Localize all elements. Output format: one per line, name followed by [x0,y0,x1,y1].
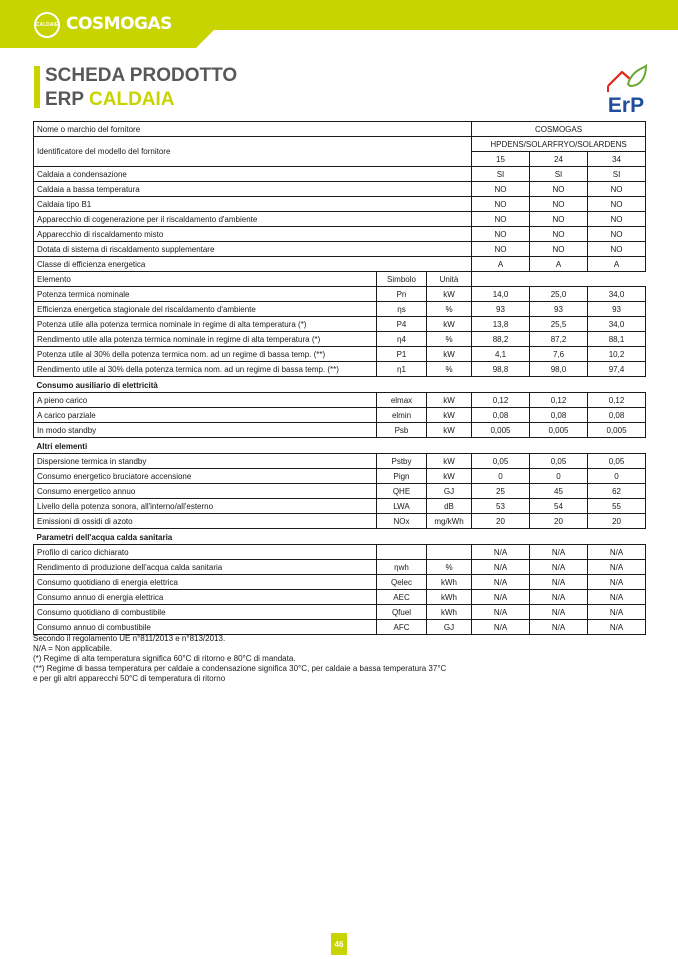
badge-text: CALDAIE [35,21,59,28]
footnote-line: (**) Regime di bassa temperatura per caldaie a condensazione significa 30°C, per caldaie a bassa temperatura 37°C [33,664,447,673]
supplier-value: COSMOGAS [472,122,646,137]
value-cell: 34,0 [588,317,646,332]
value-cell: N/A [530,605,588,620]
row-label: Consumo annuo di energia elettrica [34,590,377,605]
value-cell: NO [472,242,530,257]
value-cell: 0,005 [588,423,646,438]
unit-cell: kWh [427,575,472,590]
value-cell: N/A [472,605,530,620]
data-row [34,393,646,408]
value-cell: NO [472,182,530,197]
value-cell: 0,08 [530,408,588,423]
row-label: In modo standby [34,423,377,438]
page-title-line2 [45,89,175,111]
value-cell: 0,08 [472,408,530,423]
caldaie-badge-icon [34,12,60,38]
section-dhw [34,529,646,545]
unit-cell: kW [427,287,472,302]
value-cell: NO [588,242,646,257]
data-row [34,560,646,575]
value-cell: NO [472,197,530,212]
unit-cell: kW [427,454,472,469]
value-cell: NO [472,227,530,242]
unit-cell: kW [427,423,472,438]
value-cell: NO [530,182,588,197]
unit-cell: GJ [427,484,472,499]
value-cell: N/A [530,620,588,635]
unit-cell: kW [427,393,472,408]
data-row [34,514,646,529]
value-cell: NO [530,242,588,257]
row-label: Livello della potenza sonora, all'interno/all'esterno [34,499,377,514]
value-cell: 88,1 [588,332,646,347]
value-cell: NO [472,212,530,227]
model-id-value: HPDENS/SOLARFRYO/SOLARDENS [472,137,646,152]
row-label: A pieno carico [34,393,377,408]
data-row [34,484,646,499]
value-cell: NO [530,212,588,227]
value-cell: 97,4 [588,362,646,377]
header-unit: Unità [427,272,472,287]
value-cell: NO [588,197,646,212]
value-cell: 4,1 [472,347,530,362]
value-cell: 93 [588,302,646,317]
data-row [34,408,646,423]
data-row [34,575,646,590]
row-label: Consumo quotidiano di energia elettrica [34,575,377,590]
brand-logo: COSMOGAS [66,14,172,34]
symbol-cell: QHE [377,484,427,499]
unit-cell: kW [427,469,472,484]
row-label: Caldaia a bassa temperatura [34,182,472,197]
value-cell: 7,6 [530,347,588,362]
section-title: Altri elementi [36,441,88,451]
value-cell: 55 [588,499,646,514]
value-cell: N/A [472,545,530,560]
symbol-cell: Pstby [377,454,427,469]
symbol-cell: Qfuel [377,605,427,620]
row-label: Efficienza energetica stagionale del riscaldamento d'ambiente [34,302,377,317]
erp-logo-text: ErP [607,94,645,116]
unit-cell: % [427,362,472,377]
feature-row [34,212,646,227]
value-cell: 0,005 [530,423,588,438]
row-label: Profilo di carico dichiarato [34,545,377,560]
value-cell: N/A [472,620,530,635]
value-cell: N/A [530,545,588,560]
value-cell: N/A [588,605,646,620]
value-cell: SI [588,167,646,182]
value-cell: 98,0 [530,362,588,377]
data-row [34,332,646,347]
symbol-cell: Psb [377,423,427,438]
row-label: Dispersione termica in standby [34,454,377,469]
row-label: A carico parziale [34,408,377,423]
section-other [34,438,646,454]
section-title: Consumo ausiliario di elettricità [36,380,158,390]
row-label: Consumo annuo di combustibile [34,620,377,635]
data-row [34,302,646,317]
row-label: Dotata di sistema di riscaldamento supplementare [34,242,472,257]
symbol-cell: Qelec [377,575,427,590]
value-cell: 13,8 [472,317,530,332]
symbol-cell: P4 [377,317,427,332]
symbol-cell [377,545,427,560]
data-row [34,362,646,377]
feature-row [34,227,646,242]
header-element: Elemento [34,272,377,287]
data-row [34,620,646,635]
product-spec-table [33,121,646,635]
value-cell: 54 [530,499,588,514]
value-cell: 20 [530,514,588,529]
value-cell: 0,05 [530,454,588,469]
row-label: Consumo quotidiano di combustibile [34,605,377,620]
unit-cell: kWh [427,605,472,620]
value-cell: N/A [588,560,646,575]
row-label: Potenza utile alla potenza termica nominale in regime di alta temperatura (*) [34,317,377,332]
value-cell: N/A [472,590,530,605]
value-cell: 34,0 [588,287,646,302]
feature-row [34,242,646,257]
value-cell: 25,5 [530,317,588,332]
data-row [34,287,646,302]
value-cell: 0,005 [472,423,530,438]
value-cell: N/A [588,590,646,605]
value-cell: A [530,257,588,272]
feature-row [34,197,646,212]
data-row [34,545,646,560]
symbol-cell: NOx [377,514,427,529]
data-row [34,347,646,362]
data-row [34,454,646,469]
symbol-cell: η1 [377,362,427,377]
footnote-line: e per gli altri apparecchi 50°C di temperatura di ritorno [33,674,226,683]
row-label: Caldaia a condensazione [34,167,472,182]
value-cell: A [472,257,530,272]
page-number: 46 [331,933,347,955]
section-aux [34,377,646,393]
value-cell: N/A [530,590,588,605]
value-cell: N/A [588,545,646,560]
value-cell: N/A [588,620,646,635]
unit-cell: % [427,302,472,317]
value-cell: 93 [530,302,588,317]
row-label: Rendimento di produzione dell'acqua calda sanitaria [34,560,377,575]
symbol-cell: AFC [377,620,427,635]
symbol-cell: Pign [377,469,427,484]
symbol-cell: Pn [377,287,427,302]
model-size-cell: 24 [530,152,588,167]
value-cell: 20 [588,514,646,529]
value-cell: SI [530,167,588,182]
header-band [0,0,678,48]
value-cell: NO [588,182,646,197]
data-row [34,423,646,438]
row-label: Potenza termica nominale [34,287,377,302]
row-label: Identificatore del modello del fornitore [34,137,472,167]
footnote-line: Secondo il regolamento UE n°811/2013 e n°813/2013. [33,634,226,643]
symbol-cell: AEC [377,590,427,605]
value-cell: 14,0 [472,287,530,302]
unit-cell: kW [427,408,472,423]
data-row [34,590,646,605]
value-cell: 53 [472,499,530,514]
value-cell: 0 [472,469,530,484]
row-label: Rendimento utile alla potenza termica nominale in regime di alta temperatura (*) [34,332,377,347]
unit-cell: GJ [427,620,472,635]
unit-cell: kWh [427,590,472,605]
row-label: Potenza utile al 30% della potenza termica nom. ad un regime di bassa temp. (**) [34,347,377,362]
row-label: Consumo energetico annuo [34,484,377,499]
data-row [34,499,646,514]
value-cell: NO [588,212,646,227]
value-cell: 0,12 [472,393,530,408]
unit-cell [427,545,472,560]
feature-row [34,257,646,272]
value-cell: 10,2 [588,347,646,362]
title-caldaia: CALDAIA [89,89,175,110]
row-label: Nome o marchio del fornitore [34,122,472,137]
unit-cell: % [427,332,472,347]
value-cell: 62 [588,484,646,499]
model-id-row [34,137,646,152]
symbol-cell: elmin [377,408,427,423]
value-cell: 98,8 [472,362,530,377]
value-cell: N/A [472,560,530,575]
row-label: Apparecchio di riscaldamento misto [34,227,472,242]
title-erp: ERP [45,89,84,110]
symbol-cell: LWA [377,499,427,514]
value-cell: SI [472,167,530,182]
symbol-cell: ηs [377,302,427,317]
value-cell: 20 [472,514,530,529]
value-cell: N/A [472,575,530,590]
value-cell: 93 [472,302,530,317]
value-cell: 0 [588,469,646,484]
value-cell: 0,12 [588,393,646,408]
blank-cell [472,272,646,287]
symbol-cell: η4 [377,332,427,347]
value-cell: A [588,257,646,272]
title-accent-bar [34,66,40,108]
row-label: Consumo energetico bruciatore accensione [34,469,377,484]
value-cell: 25 [472,484,530,499]
data-row [34,469,646,484]
value-cell: 0,08 [588,408,646,423]
value-cell: N/A [530,560,588,575]
data-row [34,317,646,332]
row-label: Classe di efficienza energetica [34,257,472,272]
unit-cell: dB [427,499,472,514]
value-cell: NO [530,227,588,242]
row-label: Emissioni di ossidi di azoto [34,514,377,529]
footnote-line: (*) Regime di alta temperatura significa 60°C di ritorno e 80°C di mandata. [33,654,296,663]
value-cell: NO [530,197,588,212]
row-label: Caldaia tipo B1 [34,197,472,212]
value-cell: 88,2 [472,332,530,347]
value-cell: 0 [530,469,588,484]
model-size-cell: 15 [472,152,530,167]
symbol-cell: elmax [377,393,427,408]
feature-row [34,182,646,197]
value-cell: 0,05 [472,454,530,469]
value-cell: 25,0 [530,287,588,302]
unit-cell: % [427,560,472,575]
spec-table-body [34,122,646,635]
feature-row [34,167,646,182]
value-cell: 0,12 [530,393,588,408]
value-cell: 0,05 [588,454,646,469]
erp-house-leaf-icon [604,62,648,116]
data-row [34,605,646,620]
row-label: Apparecchio di cogenerazione per il riscaldamento d'ambiente [34,212,472,227]
column-header-row [34,272,646,287]
value-cell: NO [588,227,646,242]
erp-logo [604,62,648,116]
value-cell: N/A [530,575,588,590]
footnotes [33,634,446,684]
model-size-cell: 34 [588,152,646,167]
value-cell: N/A [588,575,646,590]
value-cell: 87,2 [530,332,588,347]
unit-cell: kW [427,317,472,332]
unit-cell: kW [427,347,472,362]
section-title: Parametri dell'acqua calda sanitaria [36,532,173,542]
symbol-cell: ηwh [377,560,427,575]
unit-cell: mg/kWh [427,514,472,529]
footnote-line: N/A = Non applicabile. [33,644,112,653]
header-symbol: Simbolo [377,272,427,287]
row-label: Rendimento utile al 30% della potenza termica nom. ad un regime di bassa temp. (**) [34,362,377,377]
symbol-cell: P1 [377,347,427,362]
page-title-line1: SCHEDA PRODOTTO [45,65,238,86]
supplier-row [34,122,646,137]
value-cell: 45 [530,484,588,499]
